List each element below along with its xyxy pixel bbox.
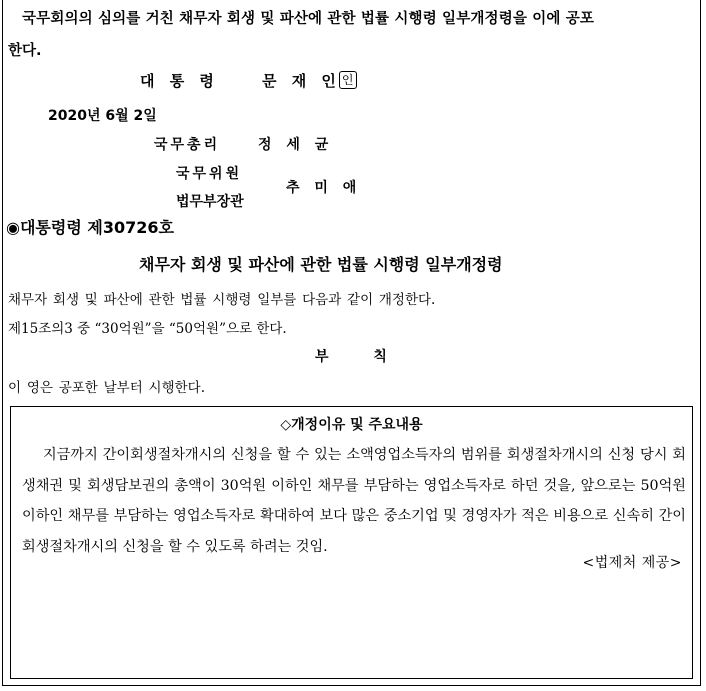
decree-number: 대통령령 제30726호 [19,218,174,237]
minister-name: 추 미 애 [286,180,357,196]
decree-title: 채무자 회생 및 파산에 관한 법률 시행령 일부개정령 [139,255,503,274]
promulgation-text-line1: 국무회의의 심의를 거친 채무자 회생 및 파산에 관한 법률 시행령 일부개정령을 이에 공포 [22,11,595,27]
revision-reason-title: ◇개정이유 및 주요내용 [280,417,423,433]
president-title: 대 통 령 [140,72,214,90]
minister-title-line2: 법무부장관 [176,194,244,210]
addendum-text: 이 영은 공포한 날부터 시행한다. [8,380,205,396]
minister-title-line1: 국무위원 [176,166,243,182]
promulgation-date: 2020년 6월 2일 [48,108,157,124]
source-credit: <법제처 제공> [582,555,682,571]
president-name-block [262,70,357,91]
promulgation-text-line2: 한다. [8,43,42,59]
revision-reason-box [10,406,693,679]
seal-stamp: 인 [339,71,357,89]
decree-body-line1: 채무자 회생 및 파산에 관한 법률 시행령 일부를 다음과 같이 개정한다. [8,292,436,308]
bullet-icon: ◉ [6,218,20,237]
decree-body-line2: 제15조의3 중 “30억원”을 “50억원”으로 한다. [8,321,287,337]
prime-minister-title: 국무총리 [154,137,221,153]
revision-reason-text: 지금까지 간이회생절차개시의 신청을 할 수 있는 소액영업소득자의 범위를 회생절차개시의 신청 당시 회생채권 및 회생담보권의 총액이 30억원 이하인 채무를 부담하는 영업소득자로 하던 것을, 앞으로는 50억원 이하인 채무를 부담하는 영업소득자로 확대하여 보다 많은 중소기업 및 경영자가 적은 비용으로 신속히 간이회생절차개시의 신청을 할 수 있도록 하려는 것임. [22,447,686,555]
president-name: 문 재 인 [262,72,336,90]
prime-minister-name: 정 세 균 [258,137,329,153]
addendum-title: 부 칙 [315,349,387,365]
decree-number-line [6,215,174,238]
